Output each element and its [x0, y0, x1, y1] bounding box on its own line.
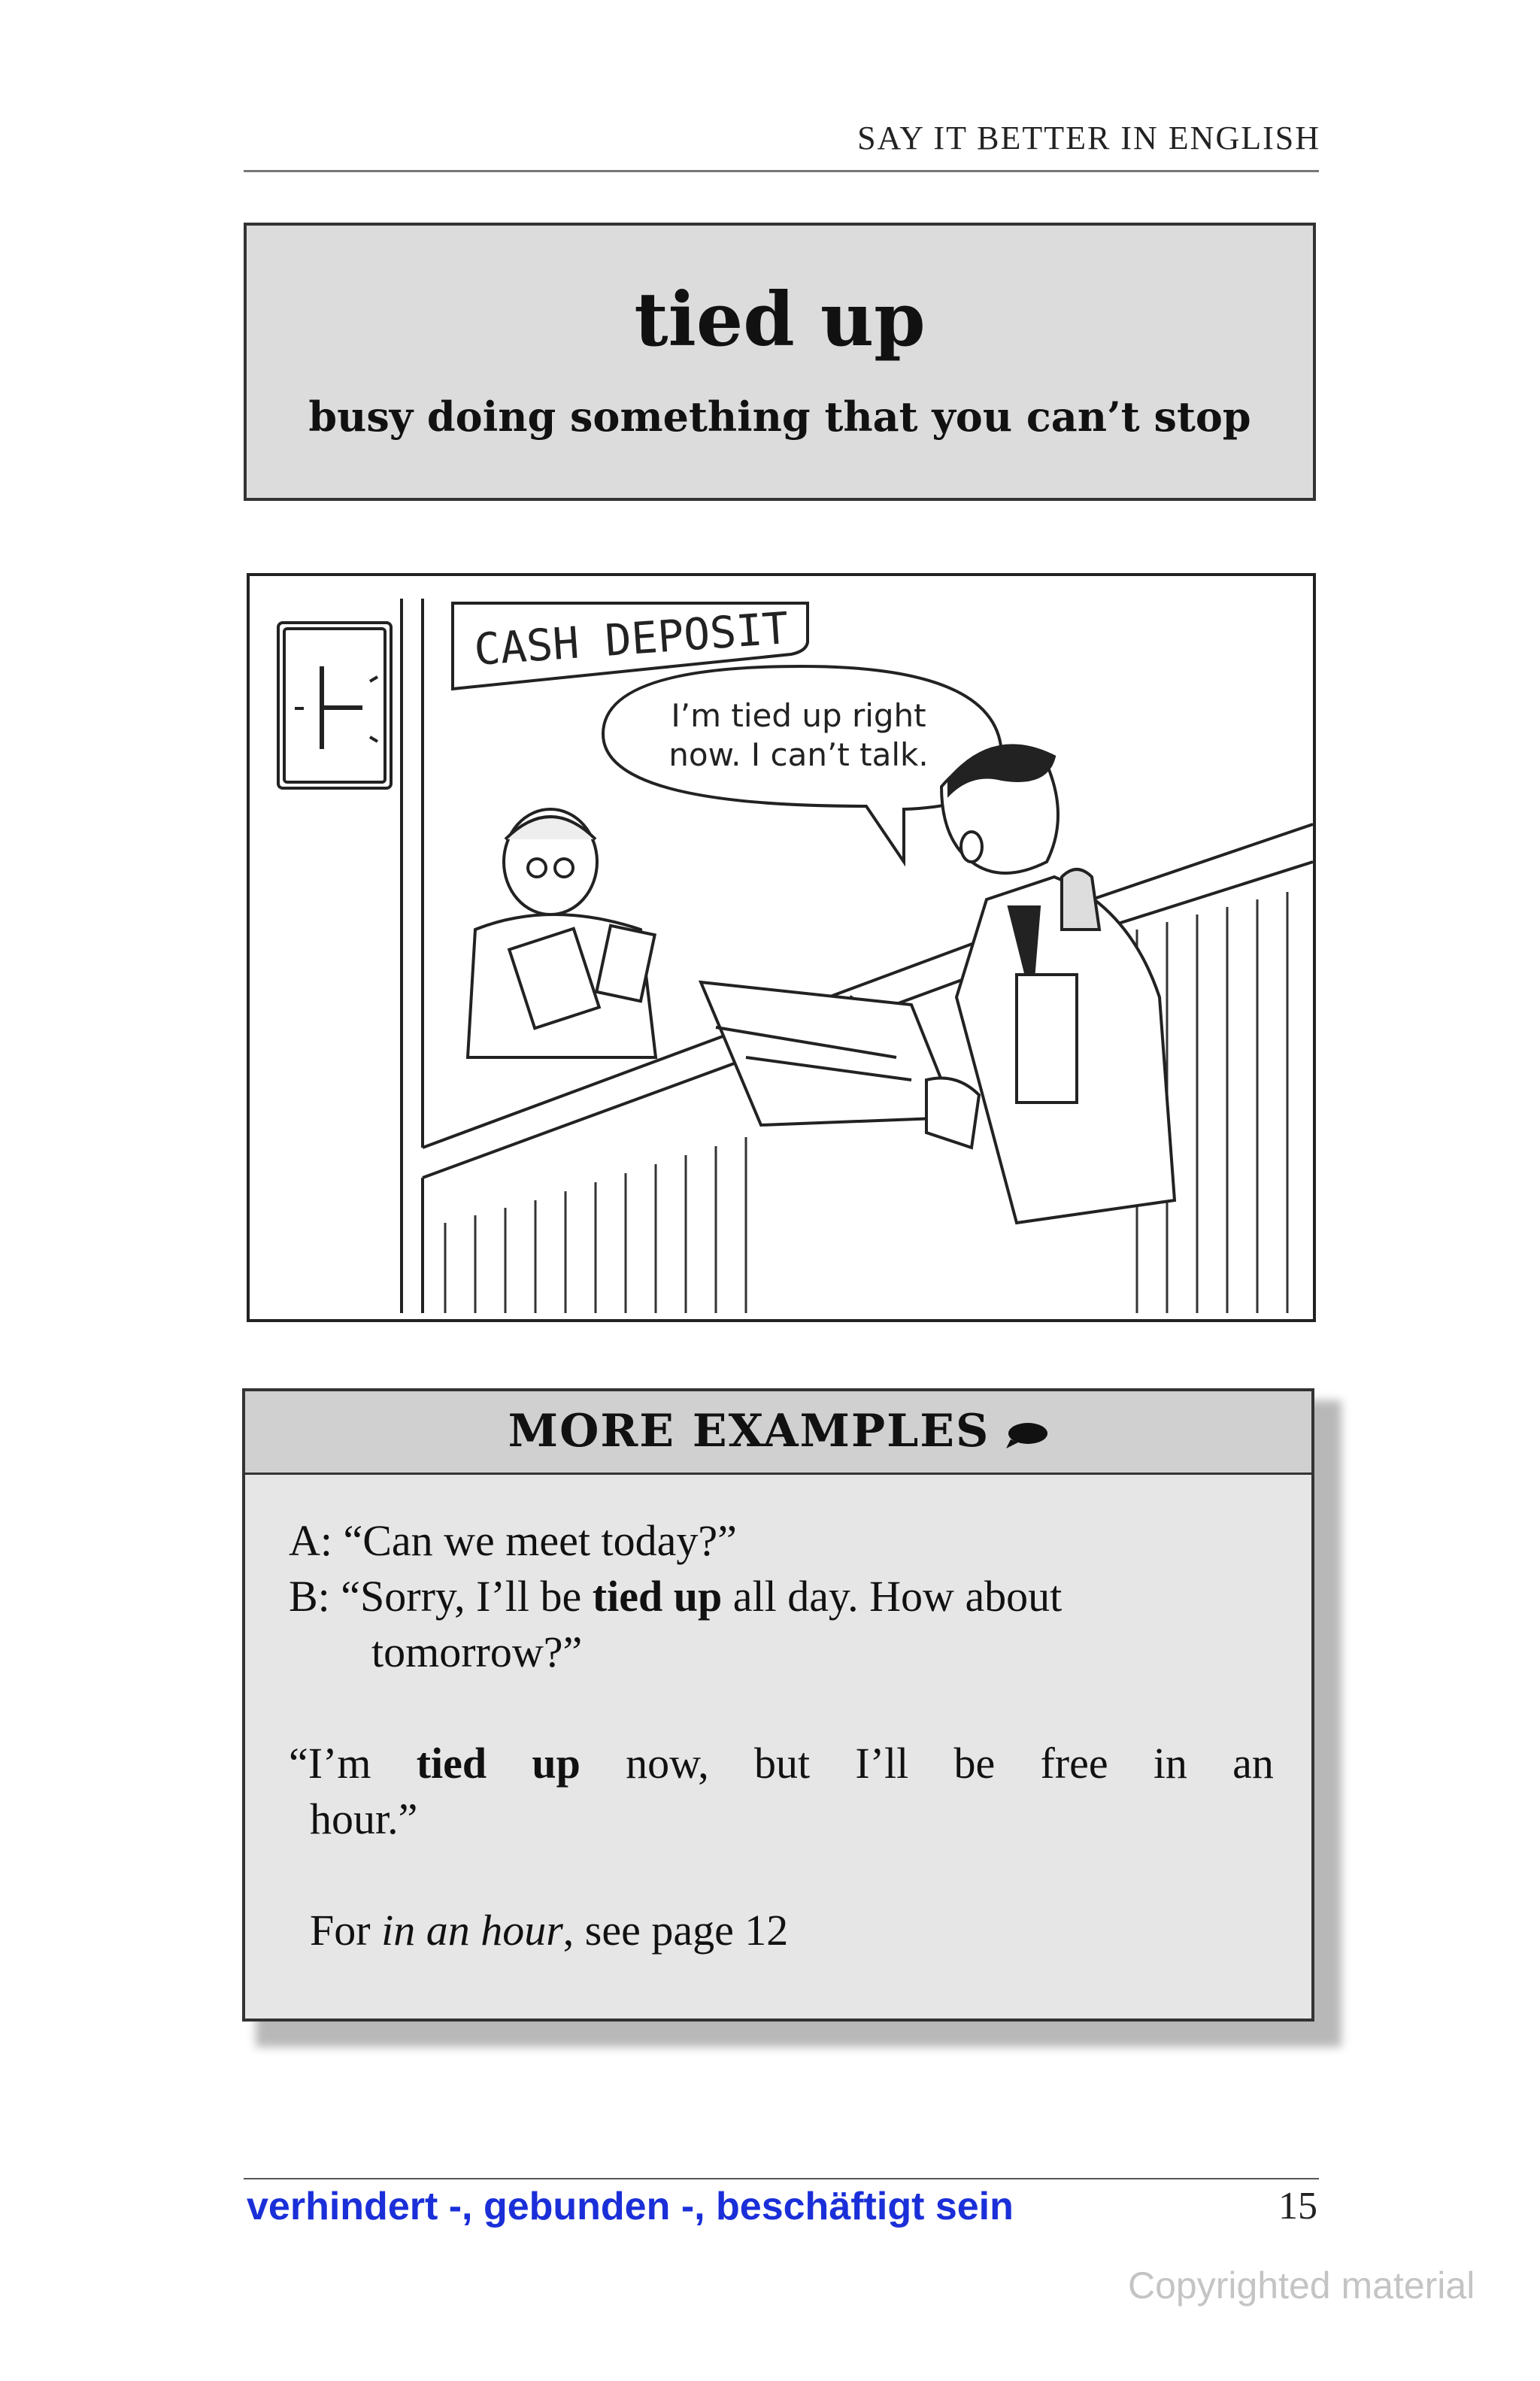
cross-reference: For in an hour, see page 12 [310, 1906, 789, 1955]
svg-text:now. I can’t talk.: now. I can’t talk. [668, 736, 929, 773]
businessman [701, 745, 1175, 1223]
idiom-definition: busy doing something that you can’t stop [308, 393, 1251, 441]
examples-header [245, 1391, 1311, 1475]
examples-heading: MORE EXAMPLES [508, 1405, 1049, 1457]
copyright-watermark: Copyrighted material [1128, 2264, 1475, 2307]
wall-clock [278, 623, 391, 788]
highlight-word: tied [416, 1739, 487, 1788]
idiom-title: tied up [634, 277, 926, 363]
example-b-continuation: tomorrow?” [371, 1627, 583, 1676]
footer-rule [244, 2178, 1319, 2179]
german-translation: verhindert -, gebunden -, beschäftigt sein [247, 2185, 1014, 2228]
svg-text:CASH DEPOSIT: CASH DEPOSIT [472, 602, 790, 675]
more-examples-box [242, 1388, 1314, 2022]
running-title: SAY IT BETTER IN ENGLISH [857, 120, 1320, 156]
svg-text:I’m tied up right: I’m tied up right [671, 697, 926, 734]
header-rule [244, 170, 1319, 172]
examples-body [289, 1513, 1274, 1958]
definition-box [244, 223, 1316, 501]
cartoon-illustration [247, 573, 1316, 1322]
bank-teller [468, 809, 656, 1057]
cartoon-drawing [250, 576, 1313, 1319]
example-b-line: B: “Sorry, I’ll be tied up all day. How about [289, 1572, 1063, 1621]
example-quote-continuation: hour.” [310, 1794, 418, 1843]
speech-bubble [603, 666, 1002, 862]
page-number: 15 [1278, 2185, 1317, 2228]
highlight-phrase: tied up [592, 1572, 723, 1621]
example-quote-line: “I’m tied up now, but I’ll be free in an [289, 1736, 1274, 1791]
example-a-line: A: “Can we meet today?” [289, 1516, 737, 1565]
highlight-word: up [532, 1739, 581, 1788]
speech-bubble-icon [1005, 1420, 1048, 1450]
